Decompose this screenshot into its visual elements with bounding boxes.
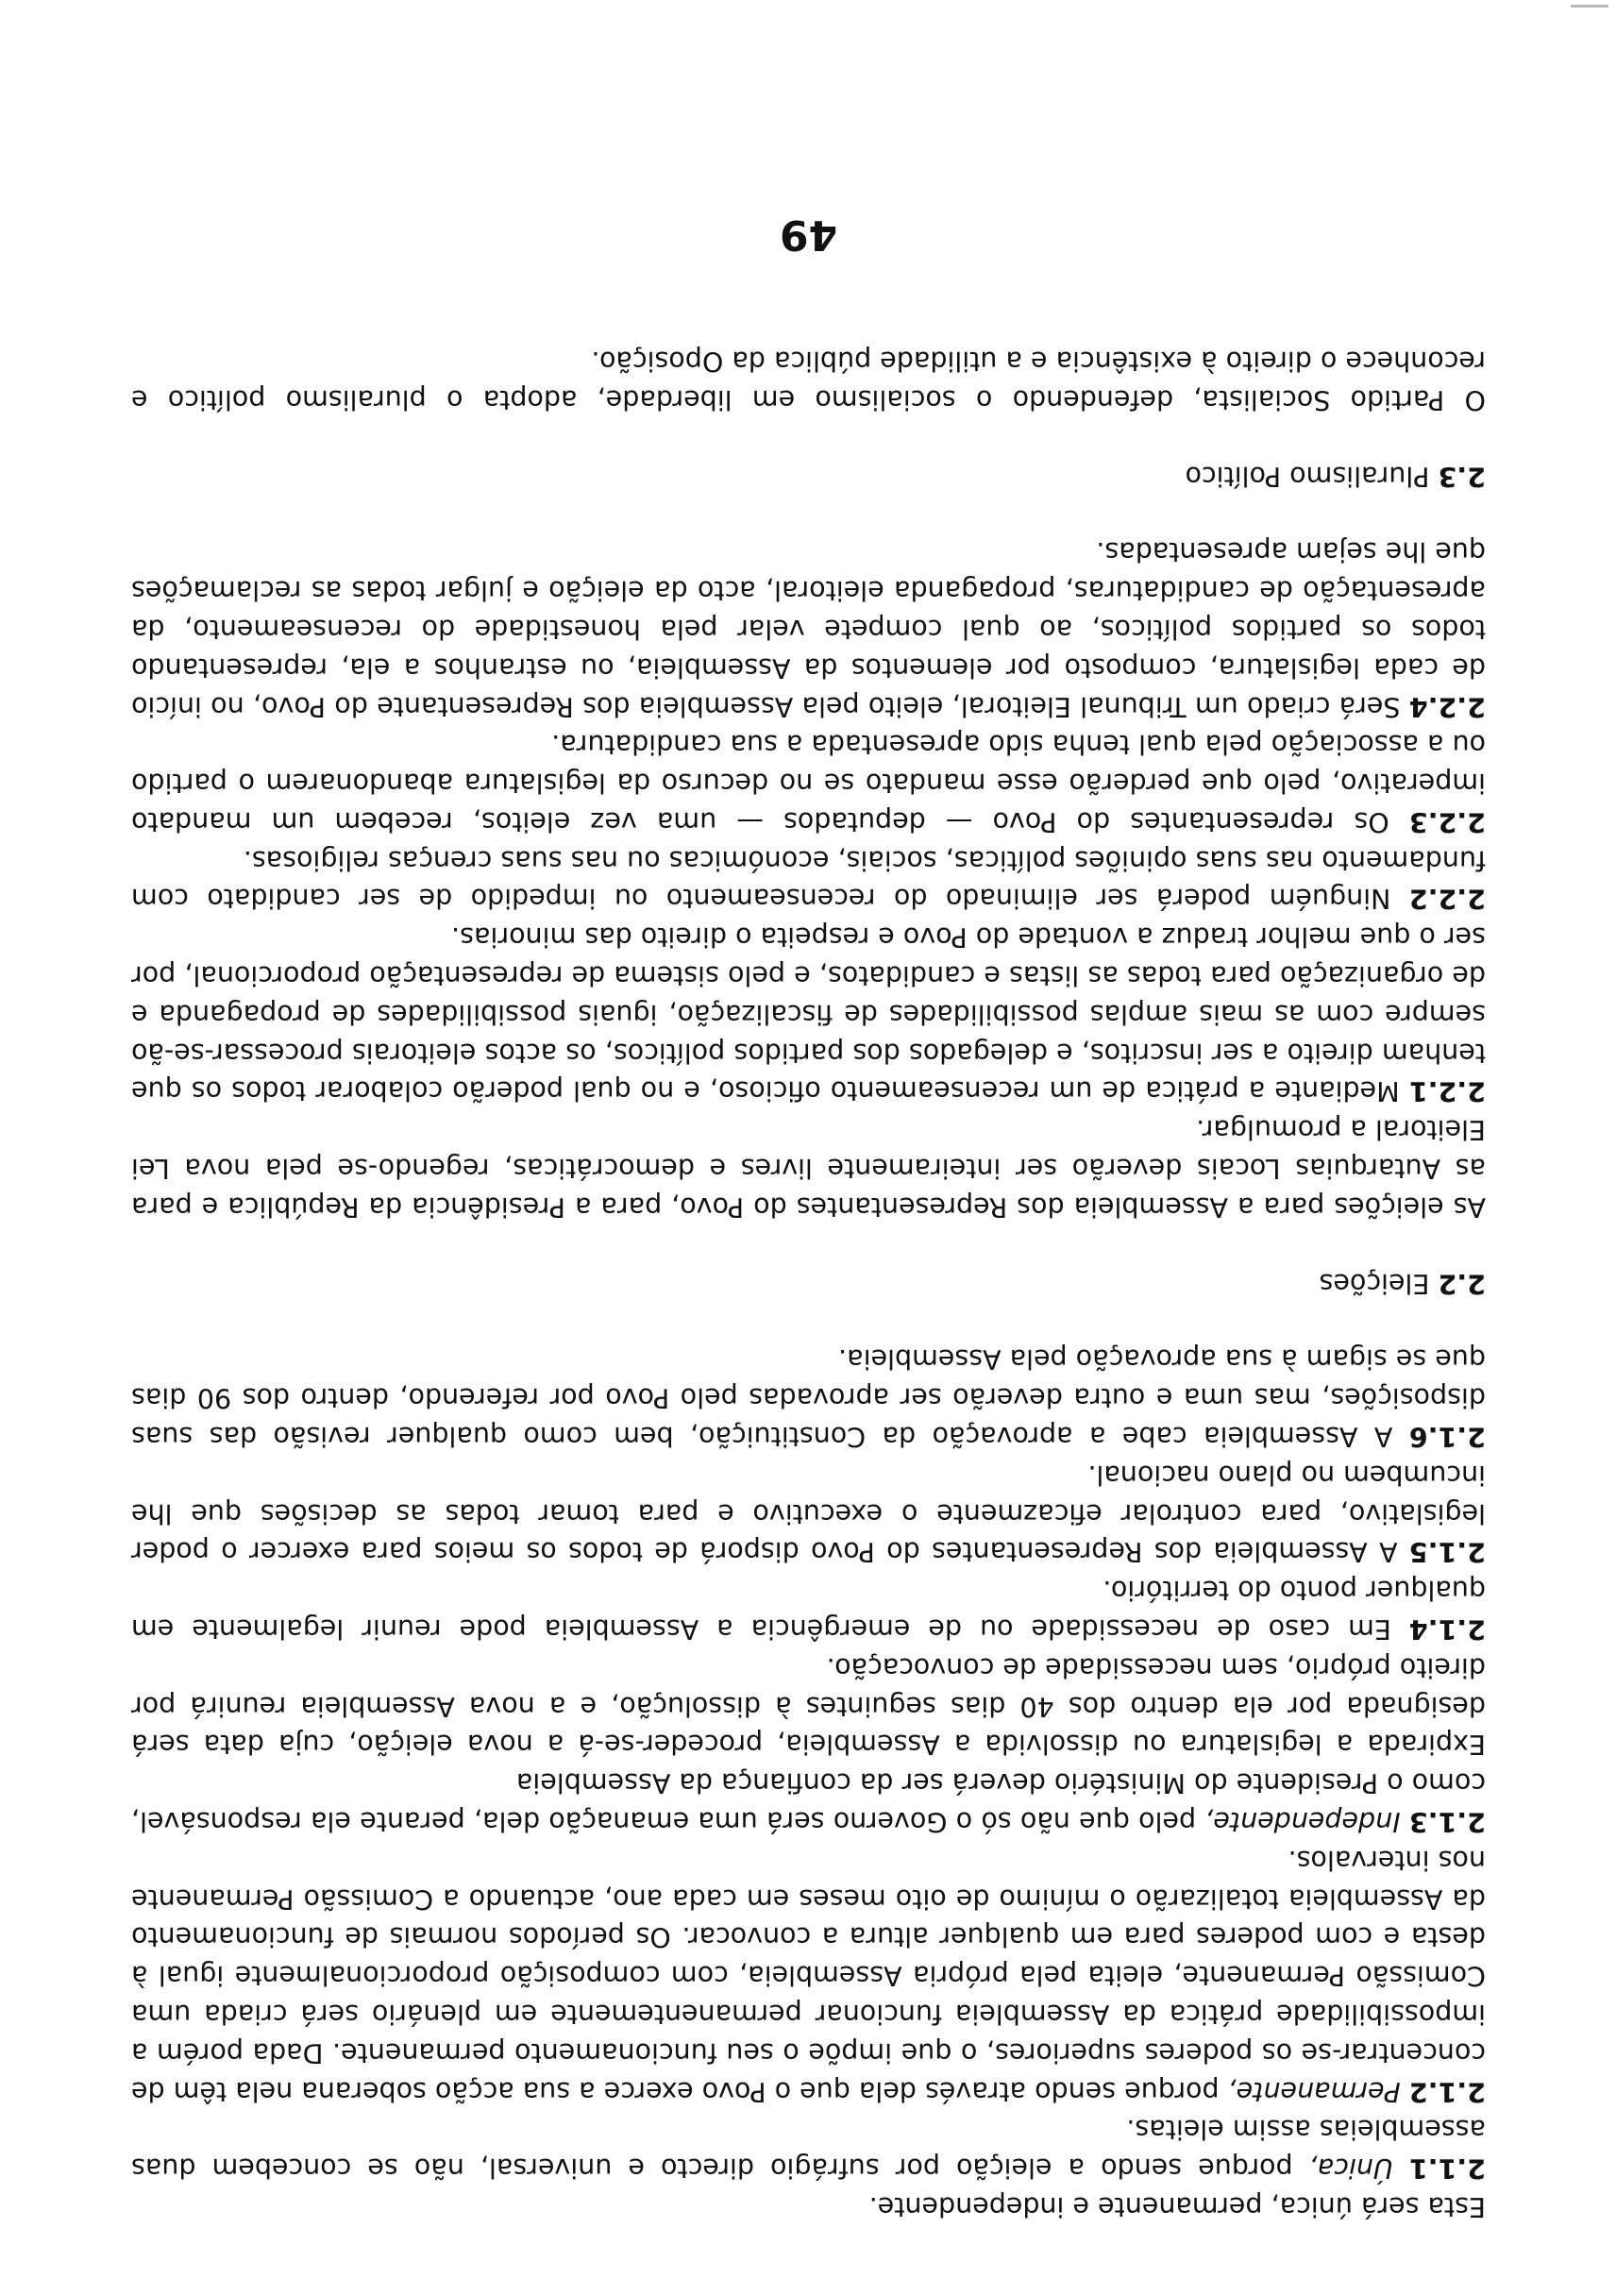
spacer — [131, 1225, 1486, 1263]
spacer — [131, 418, 1486, 456]
section-text: Mediante a prática de um recenseamento oficioso, e no qual poderão colaborar todos os que tenham direito a ser inscritos, e delegados dos partidos políticos, os actos eleitorais processar-se-ão sempre com as mais amplas possibilidades de fiscalização, iguais possibilidades de propaganda e de organização para todas as listas e candidatos, e pelo sistema de representação proporcional, por ser o que melhor traduz a vontade do Povo e respeita o direito das minorias. — [131, 921, 1486, 1107]
section-text: Os representantes do Povo — deputados — uma vez eleitos, recebem um mandato imperativo, pelo que perderão esse mandato se no decurso da legislatura abandonarem o partido ou a associação pela qual tenha sido apresentada a sua candidatura. — [131, 729, 1486, 837]
spacer — [131, 1302, 1486, 1340]
section-number: 2.2.2 — [1408, 883, 1486, 915]
section-text: A Assembleia cabe a aprovação da Constituição, bem como qualquer revisão das suas disposições, mas uma e outra deverão ser aprovadas pelo Povo por referendo, dentro dos 90 dias que se sigam à sua aprovação pela Assembleia. — [131, 1343, 1486, 1453]
section-2-1-5 — [131, 1455, 1486, 1570]
section-2-2-4 — [131, 532, 1486, 725]
page-number: 49 — [779, 211, 838, 259]
section-text: Em caso de necessidade ou de emergência a Assembleia pode reunir legalmente em qualquer ponto do território. — [131, 1575, 1486, 1646]
section-text: Ninguém poderá ser eliminado do recenseamento ou impedido de ser candidato com fundamento nas suas opiniões políticas, sociais, económicas ou nas suas crenças religiosas. — [131, 844, 1486, 915]
section-text: porque sendo através dela que o Povo exerce a sua acção soberana nela têm de concentrar-se os poderes superiores, o que impõe o seu funcionamento permanente. Dada porém a impossibilidade prática da Assembleia funcionar permanentemente em plenário será criada uma Comissão Permanente, eleita pela própria Assembleia, com composição proporcionalmente igual à desta e com poderes para em qualquer altura a convocar. Os períodos normais de funcionamento da Assembleia totalizarão o mínimo de oito meses em cada ano, actuando a Comissão Permanente nos intervalos. — [131, 1844, 1486, 2107]
heading-number: 2.3 — [1438, 460, 1486, 492]
heading-text: Eleições — [1319, 1267, 1439, 1299]
section-number: 2.2.4 — [1408, 690, 1486, 722]
heading-text: Pluralismo Político — [1185, 460, 1439, 492]
section-2-2-3 — [131, 725, 1486, 840]
spacer — [131, 495, 1486, 532]
section-2-2-2 — [131, 840, 1486, 918]
section-number: 2.1.1 — [1408, 2152, 1486, 2185]
section-number: 2.1.2 — [1408, 2075, 1486, 2107]
section-number: 2.1.3 — [1408, 1806, 1486, 1838]
heading-2-2 — [131, 1263, 1486, 1302]
section-text: A Assembleia dos Representantes do Povo disporá de todos os meios para exercer o poder legislativo, para controlar eficazmente o executivo e para tomar todas as decisões que lhe incumbem no plano nacional. — [131, 1459, 1486, 1568]
section-text: porque sendo a eleição por sufrágio directo e universal, não se concebem duas assembleias assim eleitas. — [131, 2114, 1486, 2185]
section-term: Independente, — [1204, 1806, 1401, 1838]
expirada-paragraph: Expirada a legislatura ou dissolvida a Assembleia, proceder-se-á a nova eleição, cuja data será designada por ela dentro dos 40 dias seguintes à dissolução, e a nova Assembleia reunirá por direito próprio, sem necessidade de convocação. — [131, 1651, 1486, 1761]
heading-2-3 — [131, 456, 1486, 495]
section-number: 2.1.4 — [1408, 1613, 1486, 1646]
section-term: Única, — [1308, 2152, 1393, 2185]
section-number: 2.1.5 — [1408, 1536, 1486, 1568]
section-number: 2.1.6 — [1408, 1421, 1486, 1453]
scan-edge-mark — [1571, 5, 1608, 8]
section-2-1-1 — [131, 2110, 1486, 2187]
section-text: Será criado um Tribunal Eleitoral, eleito pela Assembleia dos Representante do Povo, no início de cada legislatura, composto por elementos da Assembleia, ou estranhos a ela, representando todos os partidos políticos, ao qual compete velar pela honestidade do recenseamento, da apresentação de candidaturas, propaganda eleitoral, acto da eleição e julgar todas as reclamações que lhe sejam apresentadas. — [131, 536, 1486, 722]
document-body — [131, 341, 1486, 2225]
section-number: 2.2.3 — [1408, 805, 1486, 837]
section-2-1-2 — [131, 1840, 1486, 2110]
eleicoes-paragraph: As eleições para a Assembleia dos Representantes do Povo, para a Presidência da República e para as Autarquias Locais deverão ser inteiramente livres e democráticas, regendo-se pela nova Lei Eleitoral a promulgar. — [131, 1114, 1486, 1223]
section-term: Permanente, — [1227, 2075, 1401, 2107]
section-number: 2.2.1 — [1408, 1075, 1486, 1107]
intro-paragraph: Esta será única, permanente e independente. — [868, 2191, 1486, 2222]
section-2-1-6 — [131, 1340, 1486, 1455]
heading-number: 2.2 — [1438, 1267, 1486, 1299]
section-2-2-1 — [131, 918, 1486, 1110]
pluralismo-paragraph: O Partido Socialista, defendendo o socialismo em liberdade, adopta o pluralismo político e reconhece o direito à existência e a utilidade pública da Oposição. — [131, 345, 1486, 415]
section-text: pelo que não só o Governo será uma emanação dela, perante ela responsável, como o Presidente do Ministério deverá ser da confiança da Assembleia — [130, 1767, 1486, 1838]
section-2-1-4 — [131, 1570, 1486, 1647]
section-2-1-3 — [131, 1763, 1486, 1840]
